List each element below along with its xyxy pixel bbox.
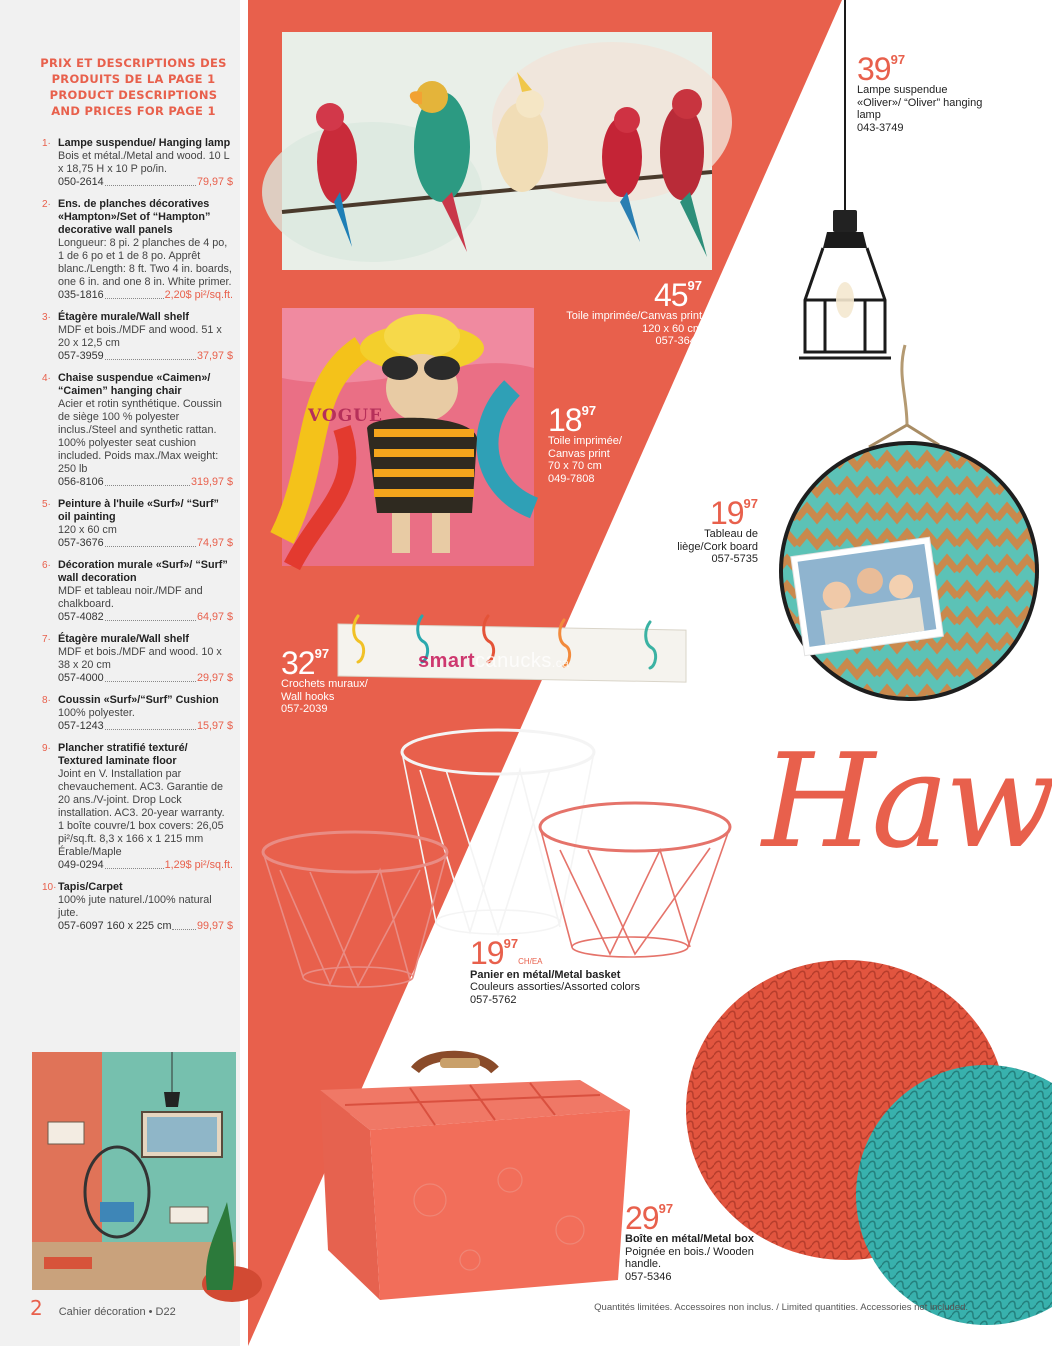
watermark-smart: smart bbox=[418, 650, 475, 672]
dog-print-size: 70 x 70 cm bbox=[548, 460, 602, 472]
product-description: Bois et métal./Metal and wood. 10 L x 18,75 H x 10 P po/in. bbox=[58, 150, 230, 175]
product-number: 4· bbox=[42, 373, 51, 384]
product-code-line bbox=[58, 476, 233, 489]
product-entry bbox=[28, 372, 233, 489]
canvas-print-cents: 97 bbox=[687, 278, 702, 293]
lamp-price-dollars: 39 bbox=[857, 51, 891, 87]
product-entry bbox=[28, 633, 233, 685]
pink-basket bbox=[263, 832, 447, 987]
page-number: 2 bbox=[30, 1296, 43, 1320]
cork-board-image bbox=[757, 345, 1000, 703]
product-name: Étagère murale/Wall shelf bbox=[58, 633, 190, 645]
product-code: 057-1243 bbox=[58, 720, 104, 732]
product-entry bbox=[28, 198, 233, 302]
smartcanucks-watermark bbox=[418, 650, 569, 673]
canvas-print-name: Toile imprimée/Canvas print bbox=[566, 310, 702, 322]
dog-print-name: Toile imprimée/ Canvas print bbox=[548, 435, 622, 460]
product-entry bbox=[28, 881, 233, 933]
product-code-line bbox=[58, 859, 233, 872]
product-code-line bbox=[58, 289, 233, 302]
lamp-price-cents: 97 bbox=[890, 52, 906, 67]
product-price: 2,20$ pi²/sq.ft. bbox=[164, 289, 233, 301]
wall-hooks-price-tag bbox=[281, 645, 391, 716]
canvas-print-size: 120 x 60 cm bbox=[642, 322, 702, 335]
leader-dots bbox=[105, 485, 190, 486]
metal-box-desc: Poignée en bois./ Wooden handle. bbox=[625, 1245, 754, 1270]
disclaimer-text: Quantités limitées. Accessoires non inclus. / Limited quantities. Accessories not included. bbox=[594, 1302, 968, 1313]
leader-dots bbox=[105, 185, 196, 186]
product-number: 8· bbox=[42, 695, 51, 706]
room-scene-image bbox=[32, 1052, 236, 1290]
product-name: Coussin «Surf»/“Surf” Cushion bbox=[58, 694, 219, 706]
page-footer bbox=[30, 1296, 176, 1320]
hawaii-script-heading: Haw bbox=[762, 725, 1052, 877]
product-number: 7· bbox=[42, 634, 51, 645]
dog-canvas-print-image bbox=[282, 308, 534, 566]
product-entry bbox=[28, 137, 233, 189]
watermark-ca: .ca bbox=[551, 656, 570, 670]
dog-print-cents: 97 bbox=[581, 403, 597, 418]
product-number: 10· bbox=[42, 882, 57, 893]
cork-board-name: Tableau de liège/Cork board bbox=[677, 528, 758, 553]
parrots-canvas-print-image bbox=[282, 32, 712, 270]
product-code-line bbox=[58, 720, 233, 733]
dog-print-price-tag bbox=[548, 402, 658, 485]
product-price: 29,97 $ bbox=[196, 672, 233, 684]
product-code: 057-3959 bbox=[58, 350, 104, 362]
product-name: Décoration murale «Surf»/ “Surf” wall decoration bbox=[58, 559, 228, 584]
product-number: 3· bbox=[42, 312, 51, 323]
product-description: Acier et rotin synthétique. Coussin de siège 100 % polyester inclus./Steel and synthetic rattan. 100% polyester seat cushion included. Poids max./Max weight: 250 lb bbox=[58, 398, 222, 475]
product-name: Chaise suspendue «Caimen»/ “Caimen” hanging chair bbox=[58, 372, 211, 397]
product-name: Peinture à l'huile «Surf»/ “Surf” oil painting bbox=[58, 498, 219, 523]
wall-hooks-cents: 97 bbox=[314, 646, 330, 661]
product-price: 1,29$ pi²/sq.ft. bbox=[164, 859, 233, 871]
cork-board-code: 057-5735 bbox=[711, 553, 758, 565]
product-description: 100% polyester. bbox=[58, 707, 135, 719]
section-label: Cahier décoration • D22 bbox=[58, 1306, 176, 1318]
product-code: 057-4082 bbox=[58, 611, 104, 623]
product-name: Lampe suspendue/ Hanging lamp bbox=[58, 137, 231, 149]
sidebar-title: PRIX ET DESCRIPTIONS DES PRODUITS DE LA PAGE 1 PRODUCT DESCRIPTIONS AND PRICES FOR PAGE 1 bbox=[40, 56, 227, 118]
metal-basket-code: 057-5762 bbox=[470, 993, 517, 1006]
lamp-name: Lampe suspendue «Oliver»/ “Oliver” hanging lamp bbox=[857, 84, 983, 121]
cork-board-cents: 97 bbox=[743, 496, 758, 511]
dog-print-code: 049-7808 bbox=[548, 472, 595, 485]
canvas-print-code: 057-3649 bbox=[655, 335, 702, 347]
wall-hooks-code: 057-2039 bbox=[281, 703, 328, 715]
metal-box-image bbox=[320, 1050, 630, 1300]
product-price: 37,97 $ bbox=[196, 350, 233, 362]
product-number: 5· bbox=[42, 499, 51, 510]
product-entry bbox=[28, 559, 233, 624]
leader-dots bbox=[105, 546, 196, 547]
product-code: 056-8106 bbox=[58, 476, 104, 488]
product-name: Plancher stratifié texturé/ Textured laminate floor bbox=[58, 742, 188, 767]
product-list bbox=[28, 137, 233, 933]
product-price: 74,97 $ bbox=[196, 537, 233, 549]
metal-box-price-tag bbox=[625, 1200, 775, 1283]
cork-board-price-tag bbox=[660, 495, 758, 566]
lamp-code: 043-3749 bbox=[857, 121, 904, 134]
metal-basket-name: Panier en métal/Metal basket bbox=[470, 968, 621, 981]
product-price: 15,97 $ bbox=[196, 720, 233, 732]
white-basket bbox=[402, 730, 594, 934]
product-description: Longueur: 8 pi. 2 planches de 4 po, 1 de 6 po et 1 de 8 po. Apprêt blanc./Length: 8 ft. Two 4 in. boards, one 6 in. and one 8 in. White primer. bbox=[58, 237, 232, 288]
product-code-line bbox=[58, 350, 233, 363]
metal-box-dollars: 29 bbox=[625, 1200, 659, 1236]
leader-dots bbox=[105, 620, 196, 621]
leader-dots bbox=[105, 868, 164, 869]
product-code-line bbox=[58, 672, 233, 685]
product-number: 9· bbox=[42, 743, 51, 754]
product-price: 64,97 $ bbox=[196, 611, 233, 623]
product-description: MDF et bois./MDF and wood. 10 x 38 x 20 cm bbox=[58, 646, 222, 671]
product-number: 2· bbox=[42, 199, 51, 210]
cork-board-dollars: 19 bbox=[709, 495, 744, 531]
product-code: 057-6097 160 x 225 cm bbox=[58, 920, 172, 932]
canvas-print-dollars: 45 bbox=[653, 277, 688, 313]
product-code-line bbox=[58, 611, 233, 624]
metal-basket-each: CH/EA bbox=[518, 957, 543, 966]
metal-box-code: 057-5346 bbox=[625, 1270, 672, 1283]
product-code-line bbox=[58, 920, 233, 933]
leader-dots bbox=[105, 359, 196, 360]
product-code: 050-2614 bbox=[58, 176, 104, 188]
metal-box-name: Boîte en métal/Metal box bbox=[625, 1233, 754, 1245]
product-name: Ens. de planches décoratives «Hampton»/Set of “Hampton” decorative wall panels bbox=[58, 198, 211, 236]
leader-dots bbox=[105, 729, 196, 730]
product-price: 319,97 $ bbox=[190, 476, 233, 488]
metal-basket-cents: 97 bbox=[503, 936, 519, 951]
product-code-line bbox=[58, 176, 233, 189]
canvas-print-price-tag bbox=[530, 277, 702, 348]
product-description: Joint en V. Installation par chevauchement. AC3. Garantie de 20 ans./V-joint. Drop Lock installation. AC3. 20-year warranty. 1 boîte couvre/1 box covers: 26,05 pi²/sq.ft. 8,3 x 166 x 1 215 mm Érable/Maple bbox=[58, 768, 225, 858]
metal-basket-price-tag bbox=[470, 935, 670, 1006]
lamp-price-tag bbox=[857, 51, 987, 134]
metal-box-cents: 97 bbox=[658, 1201, 674, 1216]
watermark-canucks: canucks bbox=[474, 650, 552, 672]
leader-dots bbox=[105, 681, 196, 682]
metal-basket-desc: Couleurs assorties/Assorted colors bbox=[470, 981, 640, 993]
product-code: 035-1816 bbox=[58, 289, 104, 301]
product-code: 049-0294 bbox=[58, 859, 104, 871]
leader-dots bbox=[105, 298, 164, 299]
product-number: 1· bbox=[42, 138, 51, 149]
wall-hooks-name: Crochets muraux/ Wall hooks bbox=[281, 678, 368, 703]
wall-hooks-dollars: 32 bbox=[281, 645, 315, 681]
product-price: 99,97 $ bbox=[196, 920, 233, 932]
product-descriptions-sidebar bbox=[28, 55, 233, 942]
product-entry bbox=[28, 694, 233, 733]
product-description: MDF et tableau noir./MDF and chalkboard. bbox=[58, 585, 203, 610]
product-price: 79,97 $ bbox=[196, 176, 233, 188]
leader-dots bbox=[172, 929, 196, 930]
product-entry bbox=[28, 742, 233, 872]
dog-print-dollars: 18 bbox=[548, 402, 582, 438]
product-code-line bbox=[58, 537, 233, 550]
product-entry bbox=[28, 498, 233, 550]
metal-basket-dollars: 19 bbox=[470, 935, 504, 971]
product-code: 057-4000 bbox=[58, 672, 104, 684]
product-name: Tapis/Carpet bbox=[58, 881, 123, 893]
vogue-print-text: VOGUE bbox=[308, 406, 384, 426]
product-description: 120 x 60 cm bbox=[58, 524, 117, 536]
product-description: 100% jute naturel./100% natural jute. bbox=[58, 894, 212, 919]
product-code: 057-3676 bbox=[58, 537, 104, 549]
product-description: MDF et bois./MDF and wood. 51 x 20 x 12,5 cm bbox=[58, 324, 222, 349]
product-number: 6· bbox=[42, 560, 51, 571]
product-entry bbox=[28, 311, 233, 363]
product-name: Étagère murale/Wall shelf bbox=[58, 311, 190, 323]
